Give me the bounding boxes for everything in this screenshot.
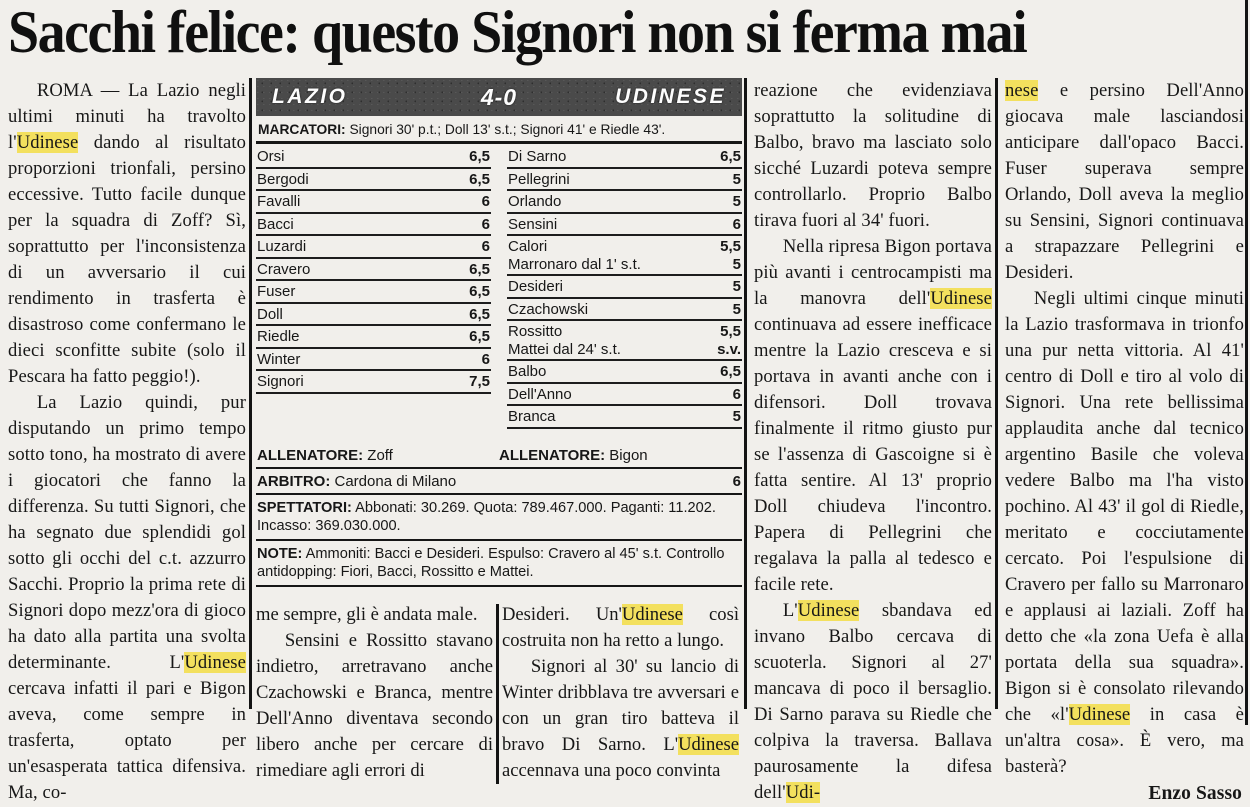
allenatore-row	[256, 443, 742, 469]
player-ratings-away	[507, 146, 742, 429]
player-rating: s.v.	[717, 340, 741, 358]
player-row	[256, 146, 491, 169]
player-name: Bacci	[257, 215, 294, 233]
player-row	[507, 146, 742, 169]
player-rating: 5	[732, 193, 741, 210]
player-rating: 5	[732, 300, 741, 318]
match-score: 4-0	[480, 83, 518, 110]
highlighted-text: nese	[1005, 80, 1039, 101]
paragraph: L'Udinese sbandava ed invano Balbo cercava di scuoterla. Signori al 27' mancava di poco il bersaglio. Di Sarno parava su Riedle che colpiva la traversa. Ballava paurosamente la difesa dell'Udi-	[754, 600, 992, 803]
scoreline-banner	[256, 78, 742, 116]
player-name: Favalli	[257, 193, 301, 210]
player-name: Di Sarno	[508, 148, 567, 165]
player-row	[507, 384, 742, 407]
paragraph: Sensini e Rossitto stavano indietro, arretravano anche Czachowski e Branca, mentre Dell'Anno diventava secondo libero anche per cercare di rimediare agli errori di	[256, 629, 493, 781]
player-row	[256, 214, 491, 237]
column-divider	[249, 78, 252, 709]
article-column-5-text	[1005, 78, 1244, 780]
player-row	[507, 191, 742, 214]
player-row	[507, 321, 742, 361]
player-rating: 6,5	[469, 260, 490, 278]
player-name: Branca	[508, 408, 556, 425]
arbitro-rating: 6	[732, 472, 741, 490]
paragraph: Desideri. Un'Udinese così costruita non ha retto a lungo.	[502, 603, 739, 651]
player-name: Riedle	[257, 328, 300, 345]
arbitro: ARBITRO: Cardona di Milano	[257, 472, 457, 490]
player-row	[507, 299, 742, 322]
player-rating: 6,5	[469, 305, 490, 323]
player-name: Czachowski	[508, 300, 589, 318]
player-name: Signori	[257, 373, 304, 390]
player-row	[507, 169, 742, 192]
article-column-5	[1005, 78, 1245, 804]
player-rating: 5,5	[720, 323, 741, 340]
note-row: NOTE: Ammoniti: Bacci e Desideri. Espulso: Cravero al 45' s.t. Controllo antidopping: Fiori, Bacci, Rossitto e Mattei.	[256, 541, 742, 587]
player-rating: 6,5	[469, 328, 490, 345]
player-row	[256, 371, 491, 394]
byline: Enzo Sasso	[1148, 783, 1242, 804]
player-ratings	[256, 146, 742, 429]
player-name: Rossitto	[508, 323, 563, 340]
paragraph: La Lazio quindi, pur disputando un primo tempo sotto tono, ha mostrato di avere i giocatori che fanno la differenza. Su tutti Signori, che ha segnato due splendidi gol sotto gli occhi del c.t. azzurro Sacchi. Proprio la prima rete di Signori dopo mezz'ora di gioco ha dato alla partita una svolta determinante. L'Udinese cercava infatti il pari e Bigon aveva, come sempre in trasferta, optato per un'esasperata tattica difensiva. Ma, co-	[8, 392, 246, 803]
player-row	[507, 236, 742, 276]
middle-section	[256, 78, 742, 781]
player-rating: 6,5	[720, 363, 741, 380]
player-rating: 6	[732, 215, 741, 233]
marcatori-row	[256, 116, 742, 144]
article-column-2	[256, 602, 493, 784]
player-rating: 5,5	[720, 238, 741, 255]
player-name: Orsi	[257, 148, 285, 165]
player-name: Cravero	[257, 260, 311, 278]
player-name: Mattei dal 24' s.t.	[508, 340, 621, 358]
highlighted-text: Udinese	[1068, 704, 1131, 725]
player-ratings-home	[256, 146, 491, 429]
player-row	[256, 304, 491, 327]
away-coach: ALLENATORE: Bigon	[499, 446, 648, 464]
player-rating: 6	[481, 193, 490, 210]
player-rating: 6,5	[469, 170, 490, 188]
marcatori-label: MARCATORI:	[258, 122, 346, 137]
paragraph: Nella ripresa Bigon portava più avanti i centrocampisti ma la manovra dell'Udinese continuava ad essere inefficace mentre la Lazio cresceva e si portava in avanti anche con i difensori. Doll trovava finalmente il ritmo giusto pur se l'assenza di Gascoigne si è fatta sentire. Al 13' proprio Doll chiudeva l'incontro. Papera di Pellegrini che regalava la palla al tedesco e facile rete.	[754, 236, 992, 595]
player-name: Pellegrini	[508, 170, 570, 188]
highlighted-text: Udinese	[930, 288, 992, 309]
player-name: Calori	[508, 238, 548, 255]
page-edge-rule	[1245, 0, 1248, 725]
article-column-4	[754, 78, 992, 803]
player-name: Doll	[257, 305, 283, 323]
player-rating: 6	[481, 350, 490, 368]
column-divider	[496, 604, 499, 784]
player-row	[507, 214, 742, 237]
away-team-name: UDINESE	[615, 85, 726, 108]
player-rating: 6,5	[469, 148, 490, 165]
player-row	[256, 259, 491, 282]
sub-columns	[256, 602, 742, 784]
player-row	[507, 406, 742, 429]
match-table	[256, 78, 742, 587]
player-rating: 5	[732, 408, 741, 425]
player-row	[507, 276, 742, 299]
paragraph: Negli ultimi cinque minuti la Lazio trasformava in trionfo una pur netta vittoria. Al 41' centro di Doll e tiro al volo di Signori. Una rete bellissima applaudita anche dal tecnico argentino Basile che voleva vedere Balbo ma l'ha visto pochino. Al 43' il gol di Riedle, meritato e cocciutamente cercato. Poi l'espulsione di Cravero per fallo su Marronaro e applausi ai laziali. Zoff ha detto che «la zona Uefa è alla portata della sua squadra». Bigon si è consolato rilevando che «l'Udinese in casa è un'altra cosa». È vero, ma basterà?	[1005, 288, 1245, 777]
highlighted-text: Udinese	[184, 652, 246, 673]
player-name: Bergodi	[257, 170, 309, 188]
highlighted-text: Udinese	[678, 733, 739, 755]
highlighted-text: Udinese	[16, 132, 79, 153]
player-rating: 5	[732, 170, 741, 188]
player-name: Marronaro dal 1' s.t.	[508, 255, 641, 273]
column-divider	[995, 78, 998, 709]
player-name: Luzardi	[257, 238, 307, 255]
article-body	[0, 78, 1250, 804]
paragraph: Signori al 30' su lancio di Winter dribblava tre avversari e con un gran tiro batteva il bravo Di Sarno. L'Udinese accennava una poco convinta	[502, 655, 739, 781]
paragraph: nese e persino Dell'Anno giocava male lasciandosi anticipare dall'opaco Bacci. Fuser superava sempre Orlando, Doll aveva la meglio su Sensini, Signori continuava a strapazzare Pellegrini e Desideri.	[1005, 80, 1244, 283]
article-column-3	[502, 602, 739, 784]
column-divider	[744, 78, 747, 709]
spettatori-row: SPETTATORI: Abbonati: 30.269. Quota: 789.467.000. Paganti: 11.202. Incasso: 369.030.000.	[256, 495, 742, 541]
player-rating: 6	[481, 238, 490, 255]
player-name: Orlando	[508, 193, 562, 210]
paragraph: me sempre, gli è andata male.	[256, 603, 478, 625]
arbitro-row	[256, 469, 742, 495]
player-row	[256, 326, 491, 349]
player-rating: 6	[732, 385, 741, 403]
paragraph: ROMA — La Lazio negli ultimi minuti ha travolto l'Udinese dando al risultato proporzioni trionfali, persino eccessive. Tutto facile dunque per la squadra di Zoff? Sì, soprattutto per l'inconsistenza di un avversario il cui rendimento in trasferta è disastroso come confermano le dieci sconfitte subite (solo il Pescara ha fatto peggio!).	[8, 80, 246, 387]
player-rating: 6,5	[720, 148, 741, 165]
home-team-name: LAZIO	[272, 85, 348, 108]
player-name: Balbo	[508, 363, 547, 380]
player-rating: 5	[732, 255, 741, 273]
player-row	[256, 349, 491, 372]
marcatori-value: Signori 30' p.t.; Doll 13' s.t.; Signori 41' e Riedle 43'.	[349, 122, 666, 137]
player-row	[256, 281, 491, 304]
headline: Sacchi felice: questo Signori non si ferma mai	[8, 0, 1027, 67]
highlighted-text: Udinese	[621, 603, 683, 625]
player-rating: 5	[732, 278, 741, 295]
player-rating: 7,5	[469, 373, 490, 390]
player-rating: 6,5	[469, 283, 490, 300]
player-name: Winter	[257, 350, 301, 368]
player-row	[256, 191, 491, 214]
player-name: Desideri	[508, 278, 564, 295]
player-name: Fuser	[257, 283, 296, 300]
player-row	[256, 236, 491, 259]
player-row	[256, 169, 491, 192]
player-name: Sensini	[508, 215, 558, 233]
home-coach: ALLENATORE: Zoff	[257, 446, 393, 464]
player-rating: 6	[481, 215, 490, 233]
player-name: Dell'Anno	[508, 385, 572, 403]
highlighted-text: Udinese	[797, 600, 860, 621]
paragraph: reazione che evidenziava soprattutto la solitudine di Balbo, bravo ma lasciato solo sicché Luzardi poteva sempre controllarlo. Proprio Balbo tirava fuori al 34' fuori.	[754, 80, 992, 231]
highlighted-text: Udi-	[785, 782, 821, 803]
player-row	[507, 361, 742, 384]
article-column-1	[8, 78, 246, 803]
